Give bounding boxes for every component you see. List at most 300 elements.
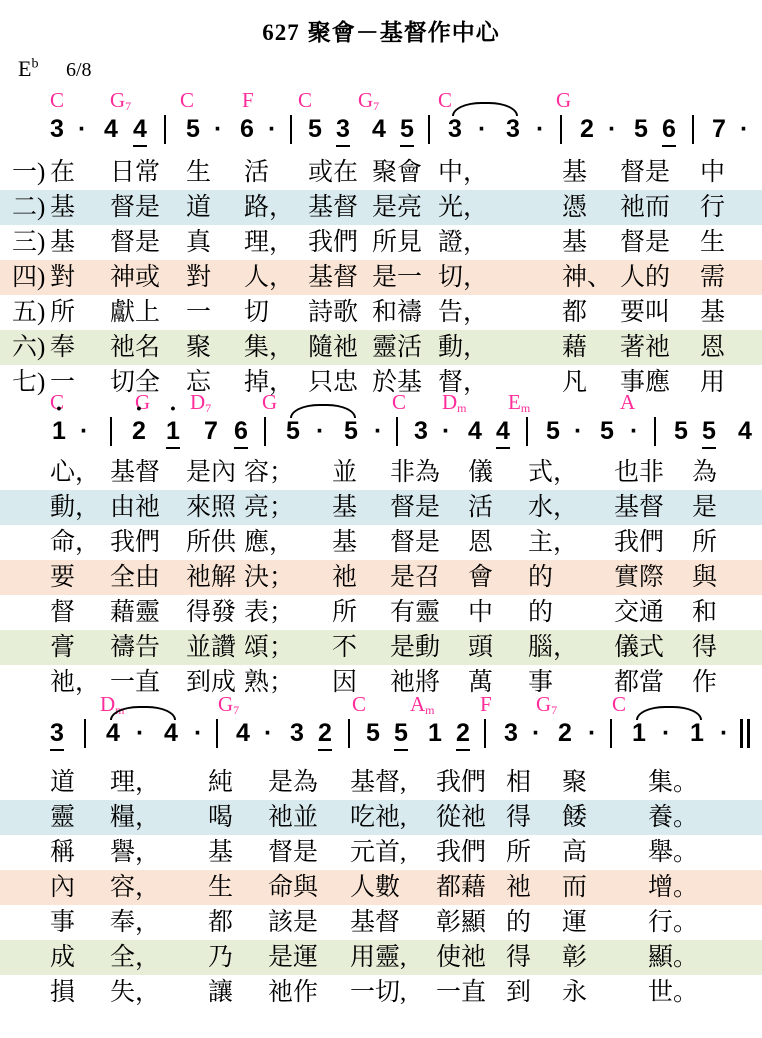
note: 5 [546, 417, 560, 445]
chord-symbol: $G_7$ [218, 692, 240, 717]
chord-symbol: $G_7$ [110, 88, 132, 113]
lyric-syllable: 中 [468, 599, 494, 626]
lyric-syllable: 心， [50, 459, 101, 486]
note: 5 [600, 417, 614, 445]
lyric-syllable: 基督 [350, 909, 401, 936]
lyric-syllable: 是一 [372, 264, 423, 291]
lyric-syllable: 路， [244, 194, 295, 221]
note: 4 [372, 115, 386, 143]
lyric-syllable: 顯。 [648, 944, 699, 971]
lyric-syllable: 非為 [390, 459, 441, 486]
lyric-syllable: 生 [208, 874, 234, 901]
lyric-row [0, 155, 762, 190]
chord-symbol: $E_m$ [508, 390, 531, 415]
note-dot: · [442, 417, 451, 445]
lyric-syllable: 中， [438, 159, 489, 186]
note: 5 [634, 115, 648, 143]
note: 2 [456, 718, 470, 751]
chord-symbol: C [180, 88, 195, 112]
note: 5 [674, 417, 688, 445]
lyric-syllable: 行。 [648, 909, 699, 936]
lyric-syllable: 獻上 [110, 299, 161, 326]
lyric-syllable: 養。 [648, 804, 699, 831]
key-root: E [18, 56, 32, 81]
note-dot: · [720, 719, 729, 747]
lyric-syllable: 祂 [506, 874, 532, 901]
lyric-syllable: 頌； [244, 634, 295, 661]
lyric-syllable: 一直 [110, 669, 161, 696]
lyric-row [0, 835, 762, 870]
lyric-syllable: 我們 [110, 529, 161, 556]
barline [164, 115, 166, 144]
lyric-syllable: 藉 [562, 334, 588, 361]
lyric-syllable: 祂， [50, 669, 101, 696]
lyric-syllable: 得 [506, 804, 532, 831]
lyric-syllable: 生 [700, 229, 726, 256]
lyric-syllable: 督是 [110, 194, 161, 221]
note: 3 [50, 115, 64, 143]
lyric-syllable: 全， [110, 944, 161, 971]
lyric-syllable: 基 [562, 229, 588, 256]
lyric-row [0, 190, 762, 225]
chord-symbol: A [620, 390, 636, 414]
lyric-syllable: 祂作 [268, 979, 319, 1006]
lyric-syllable: 是動 [390, 634, 441, 661]
lyric-syllable: 奉， [110, 909, 161, 936]
lyric-row [0, 525, 762, 560]
lyric-syllable: 也非 [614, 459, 665, 486]
note-dot: · [374, 417, 383, 445]
lyric-syllable: 切 [244, 299, 270, 326]
note-dot: · [264, 719, 273, 747]
note: 4 [738, 417, 752, 445]
barline [560, 115, 562, 144]
barline [290, 115, 292, 144]
note: 3 [336, 114, 350, 147]
lyric-syllable: 基督 [308, 264, 359, 291]
chord-symbol: $D_7$ [190, 390, 212, 415]
lyric-row [0, 260, 762, 295]
lyric-syllable: 因 [332, 669, 358, 696]
note: 4 [104, 115, 118, 143]
note: 1 [428, 719, 442, 747]
note: 2 [580, 115, 594, 143]
lyric-syllable: 祂解 [186, 564, 237, 591]
chord-symbol: $D_m$ [100, 692, 125, 717]
chord-symbol: G [262, 390, 278, 414]
lyric-syllable: 內 [50, 874, 76, 901]
lyric-syllable: 恩 [468, 529, 494, 556]
lyric-syllable: 作 [692, 669, 718, 696]
chord-symbol: C [392, 390, 407, 414]
note-dot: · [268, 115, 277, 143]
note-row-3 [0, 718, 762, 758]
lyric-row [0, 765, 762, 800]
lyric-syllable: 頭 [468, 634, 494, 661]
verse-number: 四) [12, 264, 46, 291]
note: 7 [712, 115, 726, 143]
chord-symbol: C [438, 88, 453, 112]
lyric-syllable: 切全 [110, 369, 161, 396]
note: 3 [504, 719, 518, 747]
chord-symbol: C [298, 88, 313, 112]
lyric-syllable: 所 [692, 529, 718, 556]
lyric-syllable: 一直 [436, 979, 487, 1006]
lyric-syllable: 對 [50, 264, 76, 291]
note: 1 [690, 719, 704, 747]
music-system-3 [0, 692, 762, 758]
note: 5 [702, 416, 716, 449]
chord-symbol: G [556, 88, 572, 112]
lyric-syllable: 祂名 [110, 334, 161, 361]
lyric-syllable: 動， [438, 334, 489, 361]
lyric-syllable: 道 [50, 769, 76, 796]
lyric-row [0, 630, 762, 665]
barline [84, 719, 86, 748]
note-dot: · [574, 417, 583, 445]
lyric-syllable: 是亮 [372, 194, 423, 221]
lyric-syllable: 靈活 [372, 334, 423, 361]
note-dot: · [588, 719, 597, 747]
note-high-octave: • 2 [132, 416, 146, 446]
lyric-syllable: 都 [562, 299, 588, 326]
lyric-syllable: 儀式 [614, 634, 665, 661]
note-row-1 [0, 114, 762, 154]
lyric-syllable: 督是 [620, 229, 671, 256]
lyric-syllable: 一 [186, 299, 212, 326]
lyric-syllable: 我們 [614, 529, 665, 556]
lyric-syllable: 祂將 [390, 669, 441, 696]
note-dot: · [80, 417, 89, 445]
lyric-syllable: 事 [528, 669, 554, 696]
lyric-syllable: 事 [50, 909, 76, 936]
lyric-syllable: 稱 [50, 839, 76, 866]
lyric-syllable: 得發 [186, 599, 237, 626]
lyric-syllable: 基督, [350, 769, 407, 796]
note-dot: · [214, 115, 223, 143]
note-dot: · [740, 115, 749, 143]
key-signature [18, 56, 92, 82]
chord-symbol: $G_7$ [536, 692, 558, 717]
verse-number: 三) [12, 229, 46, 256]
note-dot: · [136, 719, 145, 747]
lyric-syllable: 譽， [110, 839, 161, 866]
lyric-syllable: 熟； [244, 669, 295, 696]
note-dot: · [536, 115, 545, 143]
lyric-row [0, 800, 762, 835]
barline [396, 417, 398, 446]
lyric-syllable: 主， [528, 529, 579, 556]
barline [692, 115, 694, 144]
lyric-syllable: 神、 [562, 264, 613, 291]
lyric-syllable: 失， [110, 979, 161, 1006]
lyric-syllable: 和禱 [372, 299, 423, 326]
note-high-octave: • 1 [166, 416, 180, 449]
verse-number: 二) [12, 194, 46, 221]
barline [216, 719, 218, 748]
barline [110, 417, 112, 446]
lyric-syllable: 萬 [468, 669, 494, 696]
chord-symbol: $D_m$ [442, 390, 467, 415]
chord-symbol: C [50, 390, 65, 414]
lyric-syllable: 一切, [350, 979, 407, 1006]
lyric-syllable: 隨祂 [308, 334, 359, 361]
note: 4 [236, 719, 250, 747]
lyric-syllable: 與 [692, 564, 718, 591]
lyric-syllable: 人數 [350, 874, 401, 901]
note-dot: · [662, 719, 671, 747]
chord-symbol: F [242, 88, 254, 112]
lyric-syllable: 凡 [562, 369, 588, 396]
lyric-syllable: 於基 [372, 369, 423, 396]
lyric-syllable: 督是 [620, 159, 671, 186]
lyric-syllable: 督是 [390, 529, 441, 556]
lyric-row [0, 870, 762, 905]
lyric-syllable: 活 [468, 494, 494, 521]
note-high-octave: • 1 [52, 416, 66, 446]
lyric-row [0, 975, 762, 1010]
lyric-syllable: 或在 [308, 159, 359, 186]
lyric-syllable: 基督 [614, 494, 665, 521]
lyric-row [0, 295, 762, 330]
barline [348, 719, 350, 748]
chord-symbol: C [352, 692, 367, 716]
lyric-row [0, 595, 762, 630]
barline [484, 719, 486, 748]
note-dot: · [630, 417, 639, 445]
hymn-number: 627 [262, 20, 300, 45]
lyric-syllable: 基 [332, 529, 358, 556]
lyric-syllable: 是為 [268, 769, 319, 796]
lyric-syllable: 彰顯 [436, 909, 487, 936]
note: 4 [496, 416, 510, 449]
note: 7 [204, 417, 218, 445]
lyric-syllable: 命， [50, 529, 101, 556]
lyric-syllable: 人， [244, 264, 295, 291]
lyric-syllable: 用靈, [350, 944, 407, 971]
lyric-syllable: 行 [700, 194, 726, 221]
lyric-syllable: 藉靈 [110, 599, 161, 626]
lyric-syllable: 到成 [186, 669, 237, 696]
lyric-syllable: 和 [692, 599, 718, 626]
barline [264, 417, 266, 446]
lyric-syllable: 在 [50, 159, 76, 186]
lyric-syllable: 所供 [186, 529, 237, 556]
lyric-syllable: 膏 [50, 634, 76, 661]
note: 5 [366, 719, 380, 747]
lyric-syllable: 掉， [244, 369, 295, 396]
lyric-syllable: 集， [244, 334, 295, 361]
lyric-syllable: 運 [562, 909, 588, 936]
lyric-syllable: 活 [244, 159, 270, 186]
lyric-syllable: 基 [700, 299, 726, 326]
lyric-syllable: 告， [438, 299, 489, 326]
note: 6 [240, 115, 254, 143]
chord-row-2 [0, 390, 762, 416]
lyric-syllable: 的 [506, 909, 532, 936]
chord-symbol: G [135, 390, 151, 414]
verse-number: 七) [12, 369, 46, 396]
note-dot: · [194, 719, 203, 747]
lyric-syllable: 聚會 [372, 159, 423, 186]
lyric-syllable: 式， [528, 459, 579, 486]
lyric-syllable: 喝 [208, 804, 234, 831]
lyric-syllable: 高 [562, 839, 588, 866]
chord-symbol: C [612, 692, 627, 716]
lyric-syllable: 得 [506, 944, 532, 971]
lyric-syllable: 交通 [614, 599, 665, 626]
page-title [0, 14, 762, 47]
lyric-syllable: 是召 [390, 564, 441, 591]
lyric-syllable: 世。 [648, 979, 699, 1006]
lyric-syllable: 的 [528, 599, 554, 626]
lyric-syllable: 純 [208, 769, 234, 796]
chord-symbol: F [480, 692, 492, 716]
lyric-syllable: 督是 [390, 494, 441, 521]
lyric-syllable: 表； [244, 599, 295, 626]
lyric-syllable: 吃祂, [350, 804, 407, 831]
lyric-syllable: 得 [692, 634, 718, 661]
lyric-syllable: 該是 [268, 909, 319, 936]
lyric-syllable: 是 [692, 494, 718, 521]
lyric-syllable: 用 [700, 369, 726, 396]
verse-number: 五) [12, 299, 46, 326]
lyric-syllable: 命與 [268, 874, 319, 901]
lyric-syllable: 聚 [562, 769, 588, 796]
time-signature: 6/8 [65, 59, 92, 81]
lyric-syllable: 祂並 [268, 804, 319, 831]
key-accidental: b [31, 56, 39, 72]
lyric-syllable: 靈 [50, 804, 76, 831]
lyric-block-1 [0, 155, 762, 400]
lyric-syllable: 要叫 [620, 299, 671, 326]
lyric-syllable: 督 [50, 599, 76, 626]
lyric-syllable: 使祂 [436, 944, 487, 971]
lyric-row [0, 560, 762, 595]
lyric-row [0, 905, 762, 940]
lyric-syllable: 腦， [528, 634, 579, 661]
lyric-syllable: 到 [506, 979, 532, 1006]
lyric-syllable: 相 [506, 769, 532, 796]
note: 1 [632, 719, 646, 747]
barline [610, 719, 612, 748]
lyric-syllable: 損 [50, 979, 76, 1006]
lyric-syllable: 都藉 [436, 874, 487, 901]
lyric-syllable: 不 [332, 634, 358, 661]
note: 3 [506, 115, 520, 143]
lyric-syllable: 光， [438, 194, 489, 221]
lyric-syllable: 禱告 [110, 634, 161, 661]
lyric-syllable: 來照 [186, 494, 237, 521]
lyric-syllable: 基督 [308, 194, 359, 221]
lyric-syllable: 切， [438, 264, 489, 291]
lyric-syllable: 恩 [700, 334, 726, 361]
lyric-syllable: 人的 [620, 264, 671, 291]
hymn-title-text: 聚會－基督作中心 [307, 20, 500, 45]
lyric-syllable: 要 [50, 564, 76, 591]
note: 4 [468, 417, 482, 445]
lyric-syllable: 基 [332, 494, 358, 521]
barline [428, 115, 430, 144]
lyric-syllable: 基 [562, 159, 588, 186]
lyric-syllable: 事應 [620, 369, 671, 396]
lyric-syllable: 並讚 [186, 634, 237, 661]
note: 2 [318, 718, 332, 751]
lyric-syllable: 基 [50, 229, 76, 256]
lyric-syllable: 基 [50, 194, 76, 221]
note-row-2 [0, 416, 762, 456]
lyric-syllable: 我們 [436, 769, 487, 796]
chord-symbol: $G_7$ [358, 88, 380, 113]
lyric-syllable: 乃 [208, 944, 234, 971]
note-dot: · [478, 115, 487, 143]
lyric-syllable: 從祂 [436, 804, 487, 831]
note-dot: · [532, 719, 541, 747]
music-system-2 [0, 390, 762, 456]
lyric-syllable: 祂而 [620, 194, 671, 221]
lyric-syllable: 對 [186, 264, 212, 291]
lyric-syllable: 都當 [614, 669, 665, 696]
lyric-syllable: 督， [438, 369, 489, 396]
note: 5 [186, 115, 200, 143]
lyric-syllable: 動， [50, 494, 101, 521]
lyric-syllable: 神或 [110, 264, 161, 291]
lyric-syllable: 我們 [436, 839, 487, 866]
note-dot: · [78, 115, 87, 143]
note: 2 [558, 719, 572, 747]
note: 6 [662, 114, 676, 147]
lyric-row [0, 490, 762, 525]
lyric-syllable: 所 [332, 599, 358, 626]
note: 3 [50, 718, 64, 751]
lyric-syllable: 只忠 [308, 369, 359, 396]
lyric-syllable: 由祂 [110, 494, 161, 521]
lyric-syllable: 所見 [372, 229, 423, 256]
lyric-syllable: 會 [468, 564, 494, 591]
lyric-syllable: 著祂 [620, 334, 671, 361]
lyric-syllable: 容， [110, 874, 161, 901]
lyric-syllable: 有靈 [390, 599, 441, 626]
lyric-block-3 [0, 765, 762, 1010]
lyric-syllable: 讓 [208, 979, 234, 1006]
lyric-syllable: 舉。 [648, 839, 699, 866]
lyric-syllable: 證， [438, 229, 489, 256]
note: 3 [448, 115, 462, 143]
lyric-syllable: 日常 [110, 159, 161, 186]
lyric-syllable: 為 [692, 459, 718, 486]
lyric-syllable: 都 [208, 909, 234, 936]
note: 5 [286, 417, 300, 445]
barline [526, 417, 528, 446]
lyric-syllable: 所 [506, 839, 532, 866]
lyric-syllable: 彰 [562, 944, 588, 971]
lyric-syllable: 奉 [50, 334, 76, 361]
lyric-row [0, 455, 762, 490]
lyric-syllable: 而 [562, 874, 588, 901]
lyric-syllable: 中 [700, 159, 726, 186]
lyric-syllable: 糧， [110, 804, 161, 831]
lyric-syllable: 真 [186, 229, 212, 256]
verse-number: 一) [12, 159, 46, 186]
lyric-syllable: 的 [528, 564, 554, 591]
lyric-row [0, 940, 762, 975]
lyric-syllable: 聚 [186, 334, 212, 361]
lyric-syllable: 需 [700, 264, 726, 291]
lyric-syllable: 是內 [186, 459, 237, 486]
verse-number: 六) [12, 334, 46, 361]
note: 5 [308, 115, 322, 143]
note-dot: · [608, 115, 617, 143]
